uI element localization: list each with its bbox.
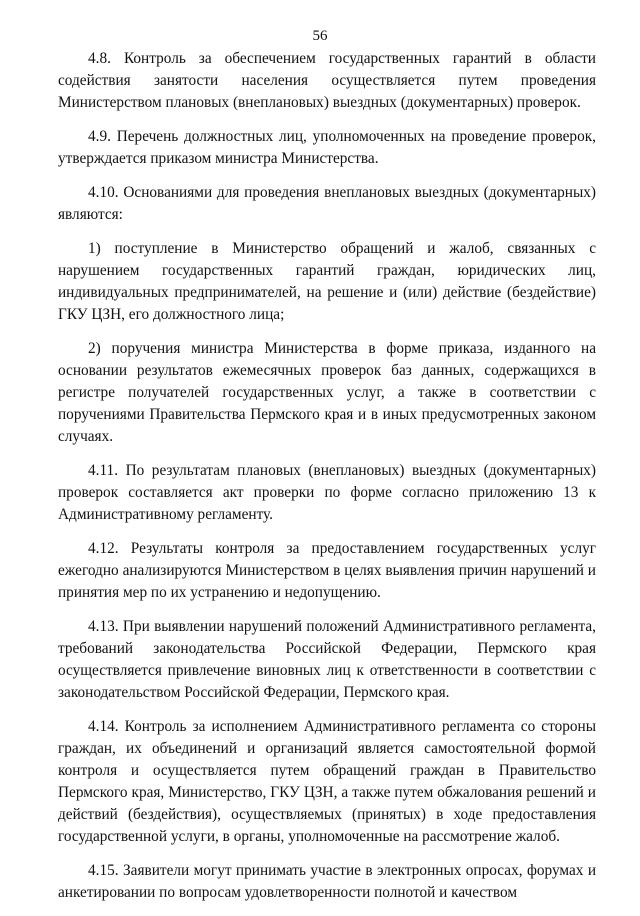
paragraph-4-12: 4.12. Результаты контроля за предоставлением государственных услуг ежегодно анализируются Министерством в целях выявления причин нарушений и принятия мер по их устранению и недопущению. <box>58 540 596 601</box>
paragraph-4-9: 4.9. Перечень должностных лиц, уполномоченных на проведение проверок, утверждается приказом министра Министерства. <box>58 128 596 167</box>
paragraph-4-10: 4.10. Основаниями для проведения внеплановых выездных (документарных) являются: <box>58 184 596 223</box>
page-number: 56 <box>312 28 328 44</box>
document-body <box>58 48 596 916</box>
paragraph-4-15: 4.15. Заявители могут принимать участие в электронных опросах, форумах и анкетировании по вопросам удовлетворенности полнотой и качеством <box>58 862 596 901</box>
paragraph-4-10-item-2: 2) поручения министра Министерства в форме приказа, изданного на основании результатов ежемесячных проверок баз данных, содержащихся в регистре получателей государственных услуг, а также в соответствии с поручениями Правительства Пермского края и в иных предусмотренных законом случаях. <box>58 340 596 445</box>
paragraph-4-8: 4.8. Контроль за обеспечением государственных гарантий в области содействия занятости населения осуществляется путем проведения Министерством плановых (внеплановых) выездных (документарных) проверок. <box>58 50 596 111</box>
paragraph-4-11: 4.11. По результатам плановых (внеплановых) выездных (документарных) проверок составляется акт проверки по форме согласно приложению 13 к Административному регламенту. <box>58 462 596 523</box>
paragraph-4-13: 4.13. При выявлении нарушений положений Административного регламента, требований законодательства Российской Федерации, Пермского края осуществляется привлечение виновных лиц к ответственности в соответствии с законодательством Российской Федерации, Пермского края. <box>58 618 596 701</box>
paragraph-4-14: 4.14. Контроль за исполнением Административного регламента со стороны граждан, их объединений и организаций является самостоятельной формой контроля и осуществляется путем обращений граждан в Правительство Пермского края, Министерство, ГКУ ЦЗН, а также путем обжалования решений и действий (бездействия), осуществляемых (принятых) в ходе предоставления государственной услуги, в органы, уполномоченные на рассмотрение жалоб. <box>58 718 596 845</box>
paragraph-4-10-item-1: 1) поступление в Министерство обращений и жалоб, связанных с нарушением государственных гарантий граждан, юридических лиц, индивидуальных предпринимателей, на решение и (или) действие (бездействие) ГКУ ЦЗН, его должностного лица; <box>58 240 596 323</box>
